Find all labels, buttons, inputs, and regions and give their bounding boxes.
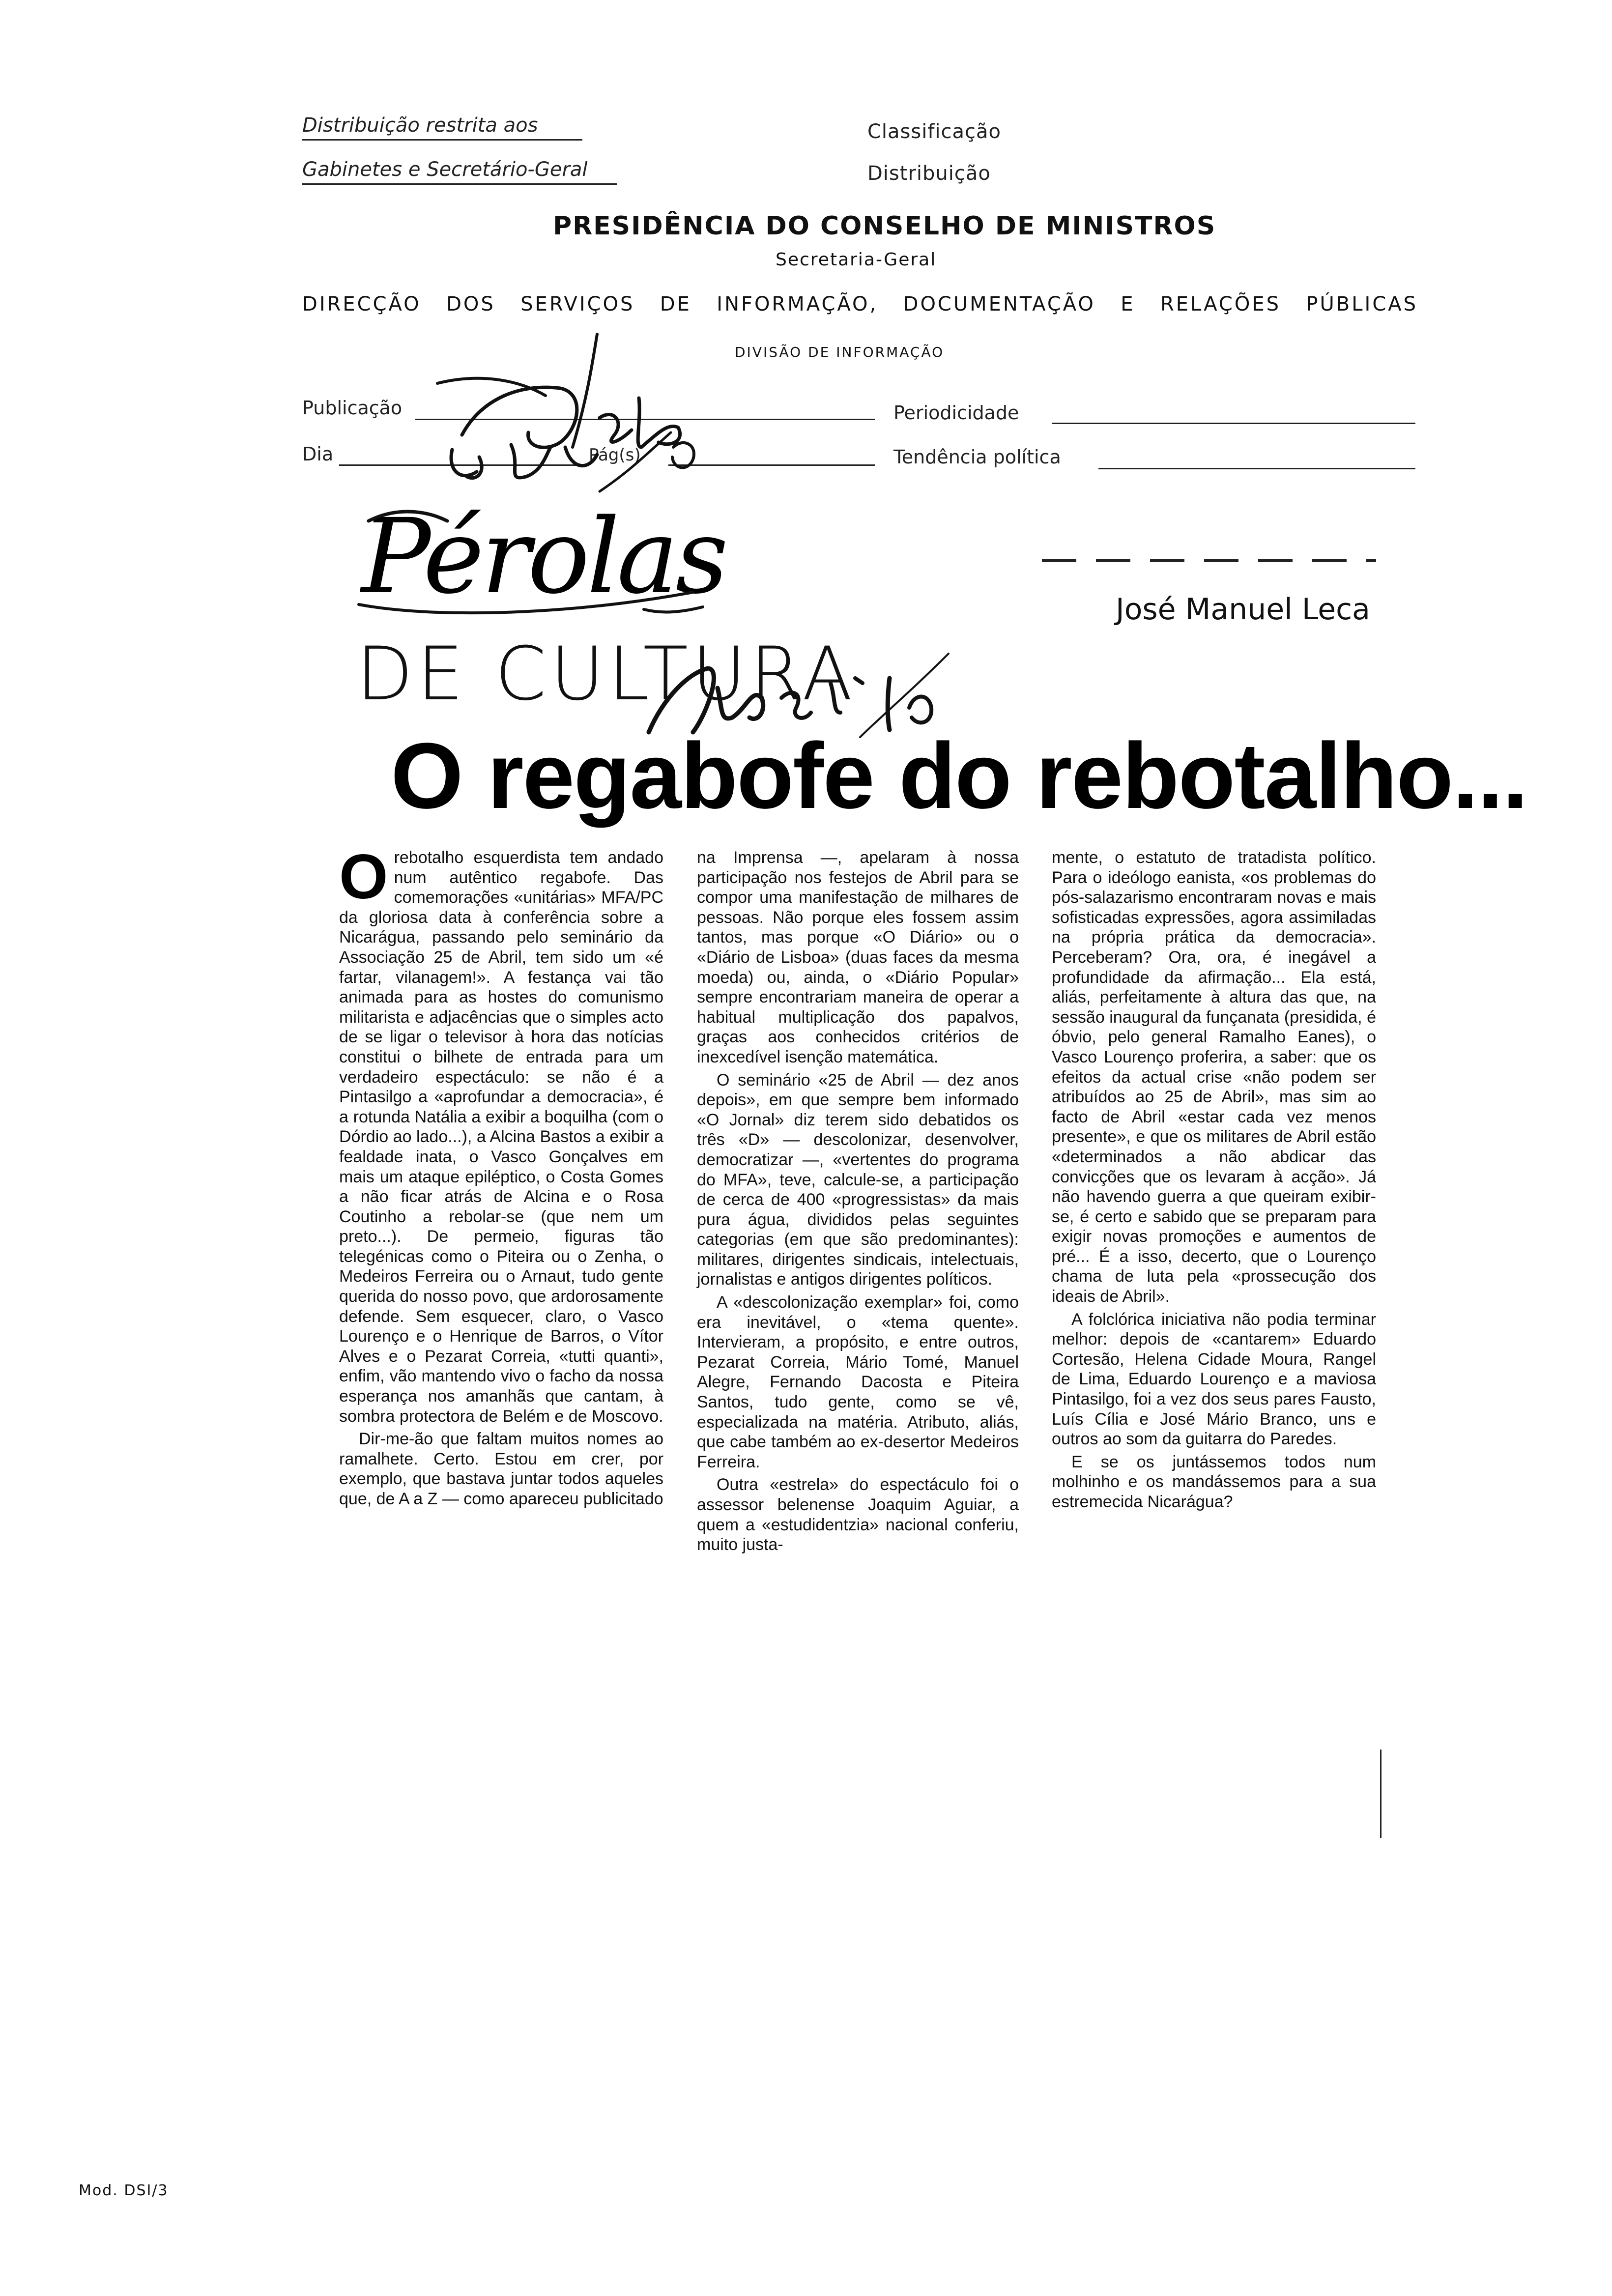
underline — [302, 183, 617, 185]
article-column-2 — [697, 848, 1019, 1558]
column-1-paragraph-2: Dir-me-ão que faltam muitos nomes ao ramalhete. Certo. Estou em crer, por exemplo, que bastava juntar todos aqueles que, de A a Z — como apareceu publicitado — [339, 1430, 663, 1508]
column-2-paragraph-3: A «descolonização exemplar» foi, como era inevitável, o «tema quente». Intervieram, a propósito, e entre outros, Pezarat Correia, Mário Tomé, Manuel Alegre, Fernando Dacosta e Piteira Santos, tudo gente, como se vê, especializada na matéria. Atributo, aliás, que cabe também ao ex-desertor Medeiros Ferreira. — [697, 1293, 1019, 1471]
classificacao-label: Classificação — [867, 120, 1002, 143]
dia-label: Dia — [302, 443, 334, 465]
masthead-rule — [1042, 559, 1376, 562]
column-2-paragraph-4: Outra «estrela» do espectáculo foi o assessor belenense Joaquim Aguiar, a quem a «estudidentzia» nacional conferiu, muito justa- — [697, 1475, 1019, 1554]
secretaria-geral: Secretaria-Geral — [776, 250, 937, 270]
article-column-1 — [339, 842, 663, 1512]
headline: O regabofe do rebotalho... — [391, 724, 1527, 828]
column-edge-mark — [1380, 1750, 1382, 1838]
restricted-distribution-line-1: Distribuição restrita aos — [302, 114, 538, 137]
tendencia-label: Tendência política — [893, 446, 1061, 468]
column-3-paragraph-1: mente, o estatuto de tratadista político. Para o ideólogo eanista, «os problemas do pós-salazarismo encontraram novas e mais sofisticadas expressões, agora assimiladas na própria prática da democracia». Perceberam? Ora, ora, é inegável a profundidade da afirmação... Ela está, aliás, perfeitamente à altura das que, na sessão inaugural da funçanata (presidida, é óbvio, pelo general Ramalho Eanes), o Vasco Lourenço proferira, a saber: que os efeitos da actual crise «não podem ser atribuídos ao 25 de Abril», mas sim ao facto de Abril «estar cada vez menos presente», e que os militares de Abril estão «determinados a não abdicar das convicções que os levaram à acção». Já não havendo guerra a que queiram exibir-se, é certo e sabido que se preparam para exigir novas promoções e aumentos de pré... É a isso, decerto, que o Lourenço chama de luta pela «prossecução dos ideais de Abril». — [1052, 848, 1376, 1306]
divisao-line: DIVISÃO DE INFORMAÇÃO — [735, 344, 945, 360]
masthead-perolas: Pérolas — [361, 496, 726, 617]
masthead-ornament — [339, 491, 722, 639]
column-2-paragraph-1: na Imprensa —, apelaram à nossa participação nos festejos de Abril para se compor uma manifestação de milhares de pessoas. Não porque eles fossem assim tantos, mas porque «O Diário» ou o «Diário de Lisboa» (duas faces da mesma moeda) ou, ainda, o «Diário Popular» sempre encontrariam maneira de operar a habitual multiplicação dos papalvos, graças aos conhecidos critérios de inexcedível isenção matemática. — [697, 848, 1019, 1066]
form-model-number: Mod. DSI/3 — [79, 2182, 169, 2199]
periodicidade-field-line — [1052, 423, 1415, 424]
direccao-line: DIRECÇÃO DOS SERVIÇOS DE INFORMAÇÃO, DOCUMENTAÇÃO E RELAÇÕES PÚBLICAS — [302, 293, 1418, 316]
byline: José Manuel Leca — [1116, 592, 1370, 627]
periodicidade-label: Periodicidade — [893, 402, 1019, 424]
masthead-de-cultura: DE CULTURA — [356, 631, 857, 717]
article-column-3 — [1052, 848, 1376, 1515]
distribuicao-label: Distribuição — [867, 162, 991, 185]
drop-cap: O — [339, 842, 388, 912]
publicacao-label: Publicação — [302, 397, 403, 419]
column-3-paragraph-3: E se os juntássemos todos num molhinho e os mandássemos para a sua estremecida Nicarágua? — [1052, 1452, 1376, 1511]
column-2-paragraph-2: O seminário «25 de Abril — dez anos depois», em que sempre bem informado «O Jornal» diz terem sido debatidos os três «D» — descolonizar, desenvolver, democratizar —, «vertentes do programa do MFA», teve, calcule-se, a participação de cerca de 400 «progressistas» da mais pura água, divididos pelas seguintes categorias (em que são predominantes): militares, dirigentes sindicais, intelectuais, jornalistas e antigos dirigentes políticos. — [697, 1070, 1019, 1289]
handwritten-publication-mark — [403, 324, 806, 501]
column-1-paragraph-1: rebotalho esquerdista tem andado num autêntico regabofe. Das comemorações «unitárias» MFA/PC da gloriosa data à conferência sobre a Nicarágua, passando pelo seminário da Associação 25 de Abril, tem sido um «é fartar, vilanagem!». A festança vai tão animada para as hostes do comunismo militarista e adjacências que o simples acto de se ligar o televisor à hora das notícias constitui o bilhete de entrada para um verdadeiro espectáculo: se não é a Pintasilgo a «aprofundar a democracia», é a rotunda Natália a exibir a boquilha (com o Dórdio ao lado...), a Alcina Bastos a exibir a fealdade inata, o Vasco Gonçalves em mais um ataque epiléptico, o Costa Gomes a não ficar atrás de Alcina e o Rosa Coutinho a rebolar-se (que nem um preto...). De permeio, figuras tão telegénicas como o Piteira ou o Zenha, o Medeiros Ferreira ou o Arnaut, tudo gente querida do nosso povo, que ardorosamente defende. Sem esquecer, claro, o Vasco Lourenço e o Henrique de Barros, o Vítor Alves e o Pezarat Correia, «tutti quanti», enfim, vão mantendo vivo o facho da nossa esperança nos amanhãs que cantam, à sombra protectora de Belém e de Moscovo. — [339, 848, 663, 1426]
pags-label: Pág(s) — [589, 445, 641, 465]
office-title: PRESIDÊNCIA DO CONSELHO DE MINISTROS — [553, 211, 1216, 241]
tendencia-field-line — [1098, 468, 1415, 469]
restricted-distribution-line-2: Gabinetes e Secretário-Geral — [302, 158, 588, 181]
column-3-paragraph-2: A folclórica iniciativa não podia terminar melhor: depois de «cantarem» Eduardo Cortesão, Helena Cidade Moura, Rangel de Lima, Eduardo Lourenço e a maviosa Pintasilgo, foi a vez dos seus pares Fausto, Luís Cília e José Mário Branco, uns e outros ao som da guitarra do Paredes. — [1052, 1310, 1376, 1449]
underline — [302, 139, 582, 141]
